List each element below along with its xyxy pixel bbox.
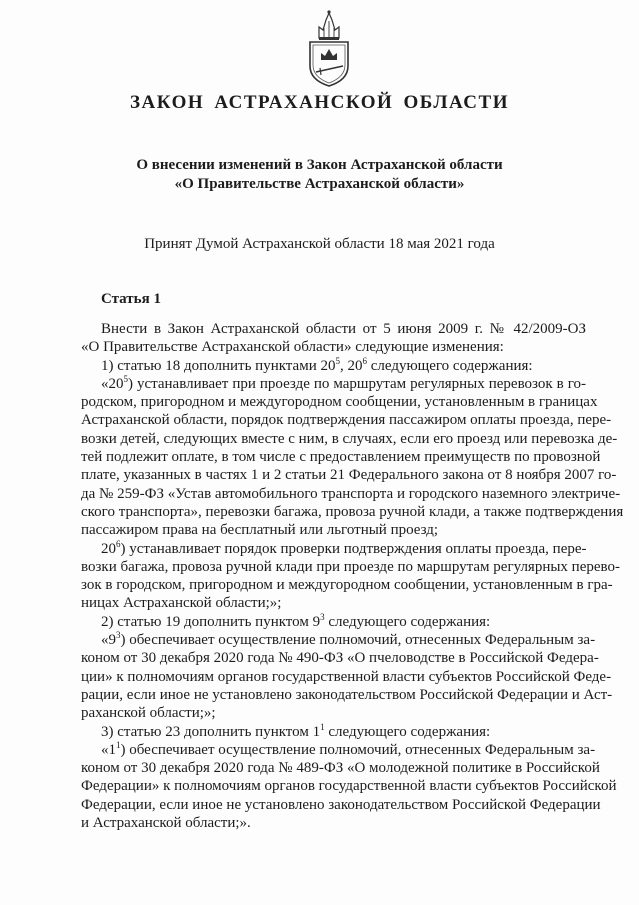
article-body	[81, 320, 624, 832]
superscript-index: 3	[320, 611, 325, 622]
line-text: «О Правительстве Астраханской области» следующие изменения:	[81, 339, 504, 356]
line-text: Внести в Закон Астраханской области от 5 июня 2009 г. № 42/2009-ОЗ	[101, 321, 586, 337]
body-line	[81, 485, 621, 503]
body-line	[81, 777, 617, 795]
line-text: возки детей, следующих вместе с ним, в случаях, если его проезд или перевозка де-	[81, 430, 618, 447]
body-line	[81, 338, 586, 356]
law-subject	[0, 156, 639, 194]
line-text: зок в городском, пригородном и междугородном сообщении, установленным в гра-	[81, 577, 613, 594]
body-line	[81, 375, 586, 393]
body-line	[81, 320, 586, 338]
body-line	[81, 576, 613, 594]
line-text: «20	[101, 375, 124, 392]
line-text: 20	[101, 540, 116, 557]
line-text: Федерации, если иное не установлено законодательством Российской Федерации	[81, 796, 601, 813]
law-title: ЗАКОН АСТРАХАНСКОЙ ОБЛАСТИ	[130, 92, 509, 113]
line-text: следующего содержания:	[324, 613, 491, 630]
line-text: следующего содержания:	[324, 723, 491, 740]
line-text: 3) статью 23 дополнить пунктом 1	[101, 723, 321, 740]
body-line	[81, 704, 586, 722]
line-text: следующего содержания:	[366, 357, 533, 374]
line-text: да № 259-ФЗ «Устав автомобильного транспорта и городского наземного электриче-	[81, 485, 621, 502]
superscript-index: 6	[116, 538, 121, 549]
body-line	[81, 723, 586, 741]
body-line	[81, 668, 612, 686]
line-text: 2) статью 19 дополнить пунктом 9	[101, 613, 321, 630]
line-text: Астраханской области, порядок подтверждения пассажиром оплаты проезда, пере-	[81, 412, 612, 429]
body-line	[81, 448, 601, 466]
line-text: ского транспорта», перевозки багажа, провоза ручной клади, а также подтверждения	[81, 503, 624, 520]
line-text: и Астраханской области;».	[81, 815, 251, 832]
body-line	[81, 411, 612, 429]
law-subject-line-2: «О Правительстве Астраханской области»	[174, 176, 465, 192]
body-line	[81, 521, 586, 539]
article-heading: Статья 1	[101, 291, 161, 307]
line-text: ции» к полномочиям органов государственной власти субъектов Российской Феде-	[81, 668, 612, 685]
line-text: «9	[101, 632, 116, 649]
line-text: рации, если иное не установлено законодательством Российской Федерации и Аст-	[81, 686, 613, 703]
line-text: пассажиром права на бесплатный или льготный проезд;	[81, 522, 439, 539]
body-line	[81, 630, 596, 649]
line-text: ницах Астраханской области;»;	[81, 595, 282, 612]
body-line	[81, 686, 613, 704]
line-text: тей подлежит оплате, в том числе с предоставлением преимуществ по провозной	[81, 449, 601, 466]
body-line	[81, 357, 586, 375]
line-text: ) устанавливает при проезде по маршрутам регулярных перевозок в го-	[128, 375, 586, 392]
line-text: 1) статью 18 дополнить пунктами 20	[101, 357, 336, 374]
astrakhan-coat-of-arms-icon	[302, 8, 356, 88]
line-text: плате, указанных в частях 1 и 2 статьи 21 Федерального закона от 8 ноября 2007 го-	[81, 467, 617, 484]
body-line	[81, 594, 586, 612]
superscript-index: 3	[116, 630, 121, 641]
body-line	[81, 796, 601, 814]
superscript-index: 6	[362, 355, 367, 366]
body-line	[81, 503, 624, 521]
body-line	[81, 540, 586, 558]
line-text: коном от 30 декабря 2020 года № 490-ФЗ «О пчеловодстве в Российской Федера-	[81, 650, 599, 667]
body-line	[81, 393, 598, 411]
line-text: раханской области;»;	[81, 705, 216, 722]
line-text: Федерации» к полномочиям органов государственной власти субъектов Российской	[81, 778, 617, 795]
body-line	[81, 466, 617, 484]
line-text: родском, пригородном и междугородном сообщении, установленным в границах	[81, 394, 598, 411]
superscript-index: 1	[116, 739, 121, 750]
superscript-index: 1	[320, 721, 325, 732]
line-text: ) обеспечивает осуществление полномочий, отнесенных Федеральным за-	[120, 632, 596, 649]
line-text: , 20	[339, 357, 363, 374]
body-line	[81, 613, 586, 631]
line-text: «1	[101, 741, 116, 758]
line-text: ) устанавливает порядок проверки подтверждения оплаты проезда, пере-	[120, 540, 587, 557]
line-text: коном от 30 декабря 2020 года № 489-ФЗ «О молодежной политике в Российской	[81, 760, 600, 777]
body-line	[81, 759, 600, 777]
line-text: возки багажа, провоза ручной клади при проезде по маршрутам регулярных перево-	[81, 558, 620, 575]
adoption-note: Принят Думой Астраханской области 18 мая 2021 года	[144, 236, 495, 252]
superscript-index: 5	[123, 373, 128, 384]
body-line	[81, 430, 618, 448]
body-line	[81, 649, 599, 667]
superscript-index: 5	[335, 355, 340, 366]
body-line	[81, 558, 620, 576]
law-subject-line-1: О внесении изменений в Закон Астраханской области	[136, 157, 503, 173]
body-line	[81, 739, 596, 759]
body-line	[81, 814, 586, 832]
line-text: ) обеспечивает осуществление полномочий, отнесенных Федеральным за-	[120, 741, 596, 758]
